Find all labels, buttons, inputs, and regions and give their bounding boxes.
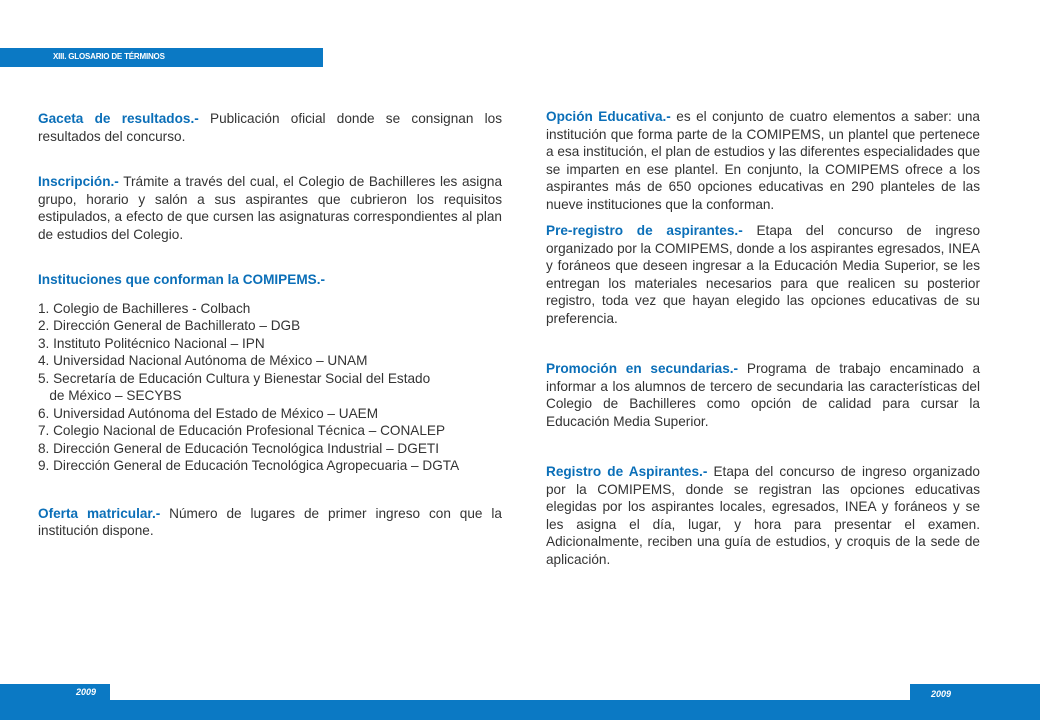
footer-left-tab bbox=[0, 684, 110, 700]
definition-oferta: Número de lugares de primer ingreso con que la institución dispone. bbox=[38, 505, 502, 538]
list-item: 9. Dirección General de Educación Tecnológica Agropecuaria – DGTA bbox=[38, 458, 460, 473]
glossary-entry-oferta bbox=[38, 505, 502, 540]
section-header-bar bbox=[0, 48, 323, 67]
footer-band bbox=[0, 700, 1040, 720]
term-registro: Registro de Aspirantes.- bbox=[546, 464, 708, 479]
section-title: XIII. GLOSARIO DE TÉRMINOS bbox=[53, 52, 165, 61]
definition-gaceta: Publicación oficial donde se consignan los resultados del concurso. bbox=[38, 111, 503, 144]
definition-opcion: es el conjunto de cuatro elementos a saber: una institución que forma parte de la COMIPEMS, un plantel que pertenece a esa institución, el plan de estudios y las diferentes especialidades que se imparten en ese plantel. En conjunto, la COMIPEMS ofrece a los aspirantes más de 650 opciones educativas en 290 planteles de las nueve instituciones que la conforman. bbox=[546, 109, 980, 212]
left-column bbox=[38, 110, 502, 540]
right-column bbox=[546, 108, 980, 568]
term-oferta: Oferta matricular.- bbox=[38, 505, 161, 521]
term-gaceta: Gaceta de resultados.- bbox=[38, 111, 199, 126]
term-instituciones: Instituciones que conforman la COMIPEMS.- bbox=[38, 272, 326, 287]
footer-right-tab bbox=[910, 684, 1040, 700]
list-item: 3. Instituto Politécnico Nacional – IPN bbox=[38, 335, 265, 351]
list-item: 1. Colegio de Bachilleres - Colbach bbox=[38, 300, 251, 316]
list-item: de México – SECYBS bbox=[38, 388, 182, 403]
term-preregistro: Pre-registro de aspirantes.- bbox=[546, 223, 743, 238]
term-inscripcion: Inscripción.- bbox=[38, 174, 119, 189]
glossary-entry-instituciones bbox=[38, 271, 502, 289]
glossary-entry-gaceta bbox=[38, 110, 502, 145]
list-item: 2. Dirección General de Bachillerato – DGB bbox=[38, 318, 301, 333]
page-footer bbox=[0, 684, 1040, 720]
glossary-entry-preregistro bbox=[546, 222, 980, 327]
list-item: 8. Dirección General de Educación Tecnológica Industrial – DGETI bbox=[38, 440, 439, 456]
definition-registro: Etapa del concurso de ingreso organizado por la COMIPEMS, donde se registran las opciones educativas elegidas por los aspirantes locales, egresados, INEA y foráneos y se les asigna el día, lugar, y hora para presentar el examen. Adicionalmente, reciben una guía de estudios, y croquis de la sede de aplicación. bbox=[546, 464, 980, 567]
definition-inscripcion: Trámite a través del cual, el Colegio de Bachilleres les asigna grupo, horario y salón a sus aspirantes que cubrieron los requisitos estipulados, a efecto de que cursen las asignaturas correspondientes al plan de estudios del Colegio. bbox=[38, 174, 503, 242]
list-item: 7. Colegio Nacional de Educación Profesional Técnica – CONALEP bbox=[38, 423, 446, 438]
glossary-entry-registro bbox=[546, 463, 980, 568]
term-opcion: Opción Educativa.- bbox=[546, 109, 671, 124]
list-item: 5. Secretaría de Educación Cultura y Bienestar Social del Estado bbox=[38, 370, 431, 386]
footer-year-left: 2009 bbox=[76, 687, 97, 697]
glossary-entry-opcion bbox=[546, 108, 980, 213]
footer-year-right: 2009 bbox=[931, 689, 952, 699]
glossary-entry-promocion bbox=[546, 360, 980, 430]
list-item: 4. Universidad Nacional Autónoma de México – UNAM bbox=[38, 353, 368, 368]
term-promocion: Promoción en secundarias.- bbox=[546, 361, 739, 376]
definition-promocion: Programa de trabajo encaminado a informar a los alumnos de tercero de secundaria las características del Colegio de Bachilleres como opción de calidad para cursar la Educación Media Superior. bbox=[546, 361, 981, 429]
glossary-entry-inscripcion bbox=[38, 173, 502, 243]
list-item: 6. Universidad Autónoma del Estado de México – UAEM bbox=[38, 405, 379, 421]
instituciones-list bbox=[38, 300, 502, 475]
definition-preregistro: Etapa del concurso de ingreso organizado por la COMIPEMS, donde a los aspirantes egresados, INEA y foráneos que deseen ingresar a la Educación Media Superior, se les entregan los materiales necesarios para que realicen su posterior registro, toda vez que hayan elegido las opciones educativas de su preferencia. bbox=[546, 223, 981, 326]
